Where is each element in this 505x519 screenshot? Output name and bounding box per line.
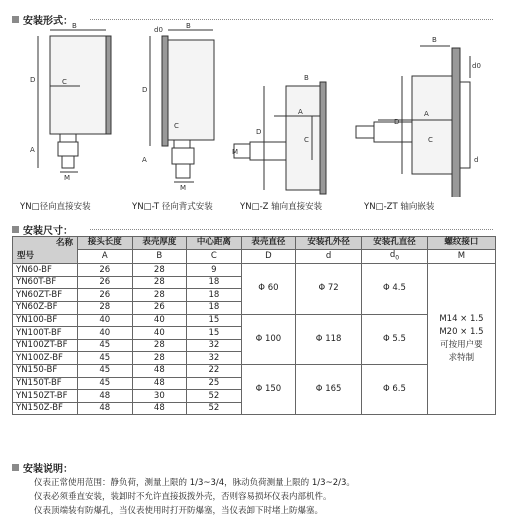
center-distance-cell: 15 xyxy=(187,314,242,327)
square-bullet-icon xyxy=(12,226,19,233)
caption-axial-embedded: YN□-ZT 轴向嵌装 xyxy=(364,202,435,212)
length-cell: 48 xyxy=(78,390,133,403)
divider xyxy=(90,229,493,230)
center-distance-cell: 18 xyxy=(187,276,242,289)
length-cell: 45 xyxy=(78,365,133,378)
section-title-text: 安装形式： xyxy=(23,16,73,27)
thread-line: 可按用户要 xyxy=(440,340,483,351)
header-col-6: 螺纹接口 xyxy=(427,237,495,250)
thickness-cell: 28 xyxy=(132,339,187,352)
header-col-0: 接头长度 xyxy=(78,237,133,250)
thread-line: M20 × 1.5 xyxy=(439,327,484,338)
case-diameter-cell: Φ 100 xyxy=(241,314,296,364)
length-cell: 40 xyxy=(78,314,133,327)
center-distance-cell: 25 xyxy=(187,377,242,390)
label-B: B xyxy=(432,36,437,44)
size-table xyxy=(12,236,496,415)
thickness-cell: 48 xyxy=(132,377,187,390)
length-cell: 45 xyxy=(78,339,133,352)
thickness-cell: 30 xyxy=(132,390,187,403)
mount-outer-diameter-cell: Φ 72 xyxy=(296,264,362,314)
model-cell: YN150-BF xyxy=(13,365,78,378)
center-distance-cell: 32 xyxy=(187,352,242,365)
header-name-model xyxy=(13,237,78,264)
label-D: D xyxy=(142,86,148,94)
model-cell: YN60-BF xyxy=(13,264,78,277)
model-cell: YN150T-BF xyxy=(13,377,78,390)
size-table-body xyxy=(13,264,496,415)
label-D: D xyxy=(256,128,262,136)
note-line-3: 仪表顶端装有防爆孔，当仪表使用时打开防爆塞，当仪表卸下时堵上防爆塞。 xyxy=(34,506,324,516)
header-col-3: 表壳直径 xyxy=(241,237,296,250)
thickness-cell: 28 xyxy=(132,276,187,289)
sym-d0-main: d xyxy=(389,249,396,260)
divider xyxy=(90,19,493,20)
note-line-2: 仪表必须垂直安装，装卸时不允许直接扳拨外壳，否则容易损坏仪表内部机件。 xyxy=(34,492,332,502)
label-M: M xyxy=(232,148,239,156)
center-distance-cell: 18 xyxy=(187,302,242,315)
center-distance-cell: 18 xyxy=(187,289,242,302)
label-A: A xyxy=(142,156,147,164)
center-distance-cell: 9 xyxy=(187,264,242,277)
length-cell: 26 xyxy=(78,289,133,302)
mount-hole-diameter-cell: Φ 6.5 xyxy=(362,365,428,415)
label-D: D xyxy=(30,76,36,84)
header-col-1: 表壳厚度 xyxy=(132,237,187,250)
length-cell: 26 xyxy=(78,264,133,277)
label-C: C xyxy=(428,136,433,144)
header-sym-d: d xyxy=(296,249,362,264)
length-cell: 28 xyxy=(78,302,133,315)
thickness-cell: 40 xyxy=(132,314,187,327)
label-A: A xyxy=(298,108,303,116)
center-distance-cell: 52 xyxy=(187,402,242,415)
square-bullet-icon xyxy=(12,464,19,471)
label-C: C xyxy=(304,136,309,144)
header-col-2: 中心距离 xyxy=(187,237,242,250)
center-distance-cell: 52 xyxy=(187,390,242,403)
label-C: C xyxy=(62,78,67,86)
header-sym-M: M xyxy=(427,249,495,264)
table-row xyxy=(13,314,496,327)
length-cell: 45 xyxy=(78,377,133,390)
model-cell: YN150Z-BF xyxy=(13,402,78,415)
model-cell: YN100ZT-BF xyxy=(13,339,78,352)
diagram-axial-direct xyxy=(228,22,340,197)
length-cell: 45 xyxy=(78,352,133,365)
length-cell: 40 xyxy=(78,327,133,340)
diagram-radial-back xyxy=(138,22,228,197)
label-A: A xyxy=(30,146,35,154)
thickness-cell: 28 xyxy=(132,289,187,302)
label-B: B xyxy=(72,22,77,30)
mount-outer-diameter-cell: Φ 165 xyxy=(296,365,362,415)
diagram-axial-embedded xyxy=(350,22,490,197)
model-cell: YN100-BF xyxy=(13,314,78,327)
label-d0: d0 xyxy=(472,62,481,70)
header-col-4: 安装孔外径 xyxy=(296,237,362,250)
center-distance-cell: 22 xyxy=(187,365,242,378)
thickness-cell: 40 xyxy=(132,327,187,340)
caption-radial-direct: YN□径向直接安装 xyxy=(20,202,91,212)
label-d: d xyxy=(474,156,479,164)
header-model: 型号 xyxy=(17,251,35,262)
model-cell: YN60Z-BF xyxy=(13,302,78,315)
thickness-cell: 28 xyxy=(132,352,187,365)
section-title-text: 安装尺寸： xyxy=(23,226,73,237)
model-cell: YN60ZT-BF xyxy=(13,289,78,302)
model-cell: YN60T-BF xyxy=(13,276,78,289)
label-B: B xyxy=(304,74,309,82)
section-title-text: 安装说明： xyxy=(23,464,73,475)
mount-outer-diameter-cell: Φ 118 xyxy=(296,314,362,364)
thread-line: 求特制 xyxy=(448,353,475,364)
square-bullet-icon xyxy=(12,16,19,23)
center-distance-cell: 15 xyxy=(187,327,242,340)
model-cell: YN100Z-BF xyxy=(13,352,78,365)
mount-hole-diameter-cell: Φ 4.5 xyxy=(362,264,428,314)
header-sym-D: D xyxy=(241,249,296,264)
label-C: C xyxy=(174,122,179,130)
case-diameter-cell: Φ 150 xyxy=(241,365,296,415)
section-title-install-notes xyxy=(12,460,73,475)
label-M: M xyxy=(180,184,187,192)
case-diameter-cell: Φ 60 xyxy=(241,264,296,314)
table-row xyxy=(13,365,496,378)
table-row xyxy=(13,264,496,277)
thickness-cell: 28 xyxy=(132,264,187,277)
header-sym-B: B xyxy=(132,249,187,264)
section-title-install-size xyxy=(12,222,73,237)
model-cell: YN150ZT-BF xyxy=(13,390,78,403)
length-cell: 26 xyxy=(78,276,133,289)
center-distance-cell: 32 xyxy=(187,339,242,352)
label-d0: d0 xyxy=(154,26,163,34)
caption-radial-back: YN□-T 径向背式安装 xyxy=(132,202,213,212)
note-line-1: 仪表正常使用范围：静负荷，测量上限的 1/3~3/4，脉动负荷测量上限的 1/3~2/3。 xyxy=(34,478,355,488)
caption-axial-direct: YN□-Z 轴向直接安装 xyxy=(240,202,323,212)
header-col-5: 安装孔直径 xyxy=(362,237,428,250)
header-name: 名称 xyxy=(55,238,73,248)
thread-cell xyxy=(427,264,495,415)
thickness-cell: 48 xyxy=(132,365,187,378)
header-sym-A: A xyxy=(78,249,133,264)
length-cell: 48 xyxy=(78,402,133,415)
model-cell: YN100T-BF xyxy=(13,327,78,340)
thread-line: M14 × 1.5 xyxy=(439,314,484,325)
label-D: D xyxy=(394,118,400,126)
label-B: B xyxy=(186,22,191,30)
header-sym-d0 xyxy=(362,249,428,264)
thickness-cell: 26 xyxy=(132,302,187,315)
diagram-radial-direct xyxy=(20,22,120,197)
header-sym-C: C xyxy=(187,249,242,264)
mount-hole-diameter-cell: Φ 5.5 xyxy=(362,314,428,364)
sym-d0-sub: 0 xyxy=(395,254,400,262)
label-M: M xyxy=(64,174,71,182)
thickness-cell: 48 xyxy=(132,402,187,415)
label-A: A xyxy=(424,110,429,118)
